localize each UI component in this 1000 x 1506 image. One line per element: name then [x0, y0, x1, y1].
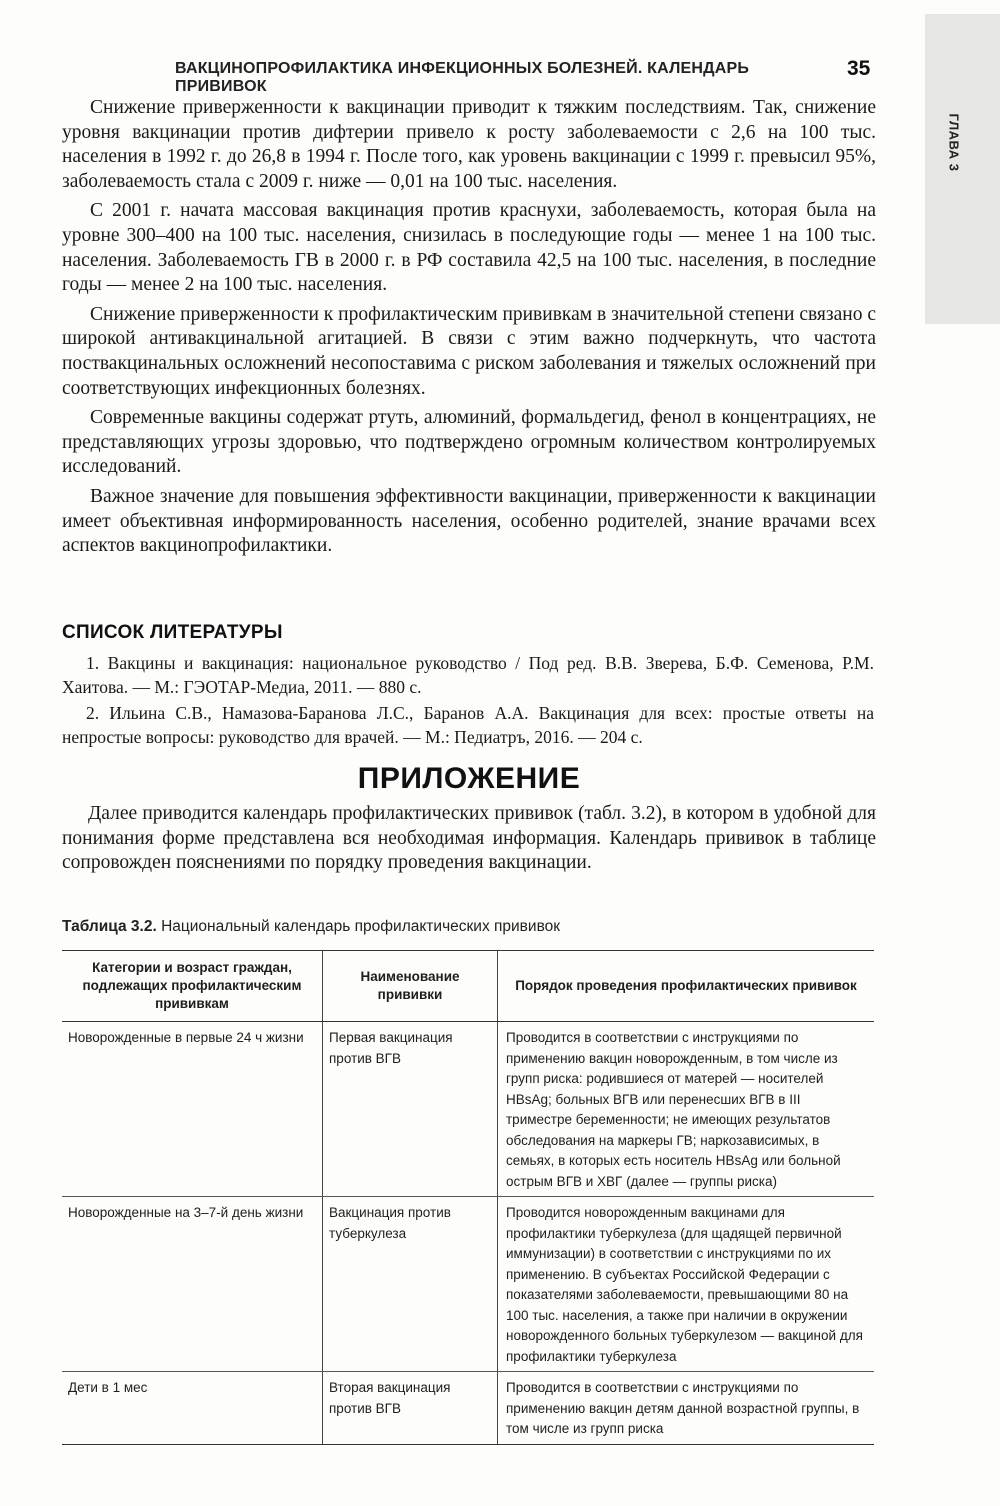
chapter-tab: [927, 100, 977, 190]
column-header-procedure: Порядок проведения профилактических прививок: [498, 951, 875, 1022]
vaccination-calendar-table: [62, 950, 874, 1445]
appendix-title: ПРИЛОЖЕНИЕ: [357, 762, 581, 795]
paragraph: Снижение приверженности к вакцинации приводит к тяжким последствиям. Так, снижение уровня вакцинации против дифтерии привело к росту заболеваемости с 2,6 на 100 тыс. населения в 1992 г. до 26,8 в 1994 г. После того, как уровень вакцинации с 1999 г. превысил 95%, заболеваемость стала с 2009 г. ниже — 0,01 на 100 тыс. населения.: [62, 97, 876, 192]
body-text: [62, 96, 876, 564]
cell-category: Дети в 1 мес: [62, 1372, 323, 1445]
appendix-text: [62, 802, 876, 876]
table-caption: [62, 918, 560, 936]
paragraph: С 2001 г. начата массовая вакцинация против краснухи, заболеваемость, которая была на уровне 300–400 на 100 тыс. населения, снизилась в последующие годы — менее 1 на 100 тыс. населения. Заболеваемость ГВ в 2000 г. в РФ составила 42,5 на 100 тыс. населения, в последние годы — менее 2 на 100 тыс. населения.: [62, 200, 876, 296]
paragraph: Снижение приверженности к профилактическим прививкам в значительной степени связано с широкой антивакцинальной агитацией. В связи с этим важно подчеркнуть, что частота поствакцинальных осложнений несопоставима с риском заболевания и тяжелых осложнений при соответствующих инфекционных болезнях.: [62, 303, 876, 399]
cell-vaccine: Вторая вакцинация против ВГВ: [323, 1372, 498, 1445]
column-header-category: Категории и возраст граждан, подлежащих профилактическим прививкам: [62, 951, 323, 1022]
paragraph: Далее приводится календарь профилактических прививок (табл. 3.2), в котором в удобной для понимания форме представлена вся необходимая информация. Календарь прививок в таблице сопровожден пояснениями по порядку проведения вакцинации.: [62, 803, 876, 874]
cell-procedure: Проводится в соответствии с инструкциями по применению вакцин новорожденным, в том числе из групп риска: родившиеся от матерей — носителей HBsAg; больных ВГВ или перенесших ВГВ в III триместре беременности; не имеющих результатов обследования на маркеры ГВ; наркозависимых, в семьях, в которых есть носитель HBsAg или больной острым ВГВ и ХВГ (далее — группы риска): [498, 1022, 875, 1197]
reference-item: 2. Ильина С.В., Намазова-Баранова Л.С., Баранов А.А. Вакцинация для всех: простые ответы на непростые вопросы: руководство для врачей. — М.: Педиатръ, 2016. — 204 с.: [62, 703, 874, 747]
table-row: [62, 1372, 874, 1445]
paragraph: Важное значение для повышения эффективности вакцинации, приверженности к вакцинации имеет объективная информированность населения, особенно родителей, знание врачами всех аспектов вакцинопрофилактики.: [62, 485, 876, 557]
running-title: ВАКЦИНОПРОФИЛАКТИКА ИНФЕКЦИОННЫХ БОЛЕЗНЕЙ. КАЛЕНДАРЬ ПРИВИВОК: [175, 60, 750, 95]
table-row: [62, 1022, 874, 1197]
cell-category: Новорожденные в первые 24 ч жизни: [62, 1022, 323, 1197]
table-row: [62, 1197, 874, 1372]
chapter-tab-label: ГЛАВА 3: [946, 113, 962, 172]
reference-item: 1. Вакцины и вакцинация: национальное руководство / Под ред. В.В. Зверева, Б.Ф. Семенова, Р.М. Хаитова. — М.: ГЭОТАР-Медиа, 2011. — 880 с.: [62, 653, 874, 697]
table-caption-label: Таблица 3.2.: [62, 918, 157, 935]
cell-category: Новорожденные на 3–7-й день жизни: [62, 1197, 323, 1372]
cell-vaccine: Вакцинация против туберкулеза: [323, 1197, 498, 1372]
cell-procedure: Проводится новорожденным вакцинами для профилактики туберкулеза (для щадящей первичной иммунизации) в соответствии с инструкциями по их применению. В субъектах Российской Федерации с показателями заболеваемости, превышающими 80 на 100 тыс. населения, а также при наличии в окружении новорожденного больных туберкулезом — вакциной для профилактики туберкулеза: [498, 1197, 875, 1372]
references-title: СПИСОК ЛИТЕРАТУРЫ: [62, 622, 283, 643]
references-list: [62, 651, 874, 751]
cell-procedure: Проводится в соответствии с инструкциями по применению вакцин детям данной возрастной группы, в том числе из групп риска: [498, 1372, 875, 1445]
table-header-row: [62, 951, 874, 1022]
table-caption-text: Национальный календарь профилактических прививок: [161, 918, 561, 935]
page-number: 35: [847, 57, 871, 80]
column-header-vaccine: Наименование прививки: [323, 951, 498, 1022]
paragraph: Современные вакцины содержат ртуть, алюминий, формальдегид, фенол в концентрациях, не представляющих угрозы здоровью, что подтверждено огромным количеством контролируемых исследований.: [62, 407, 876, 478]
cell-vaccine: Первая вакцинация против ВГВ: [323, 1022, 498, 1197]
